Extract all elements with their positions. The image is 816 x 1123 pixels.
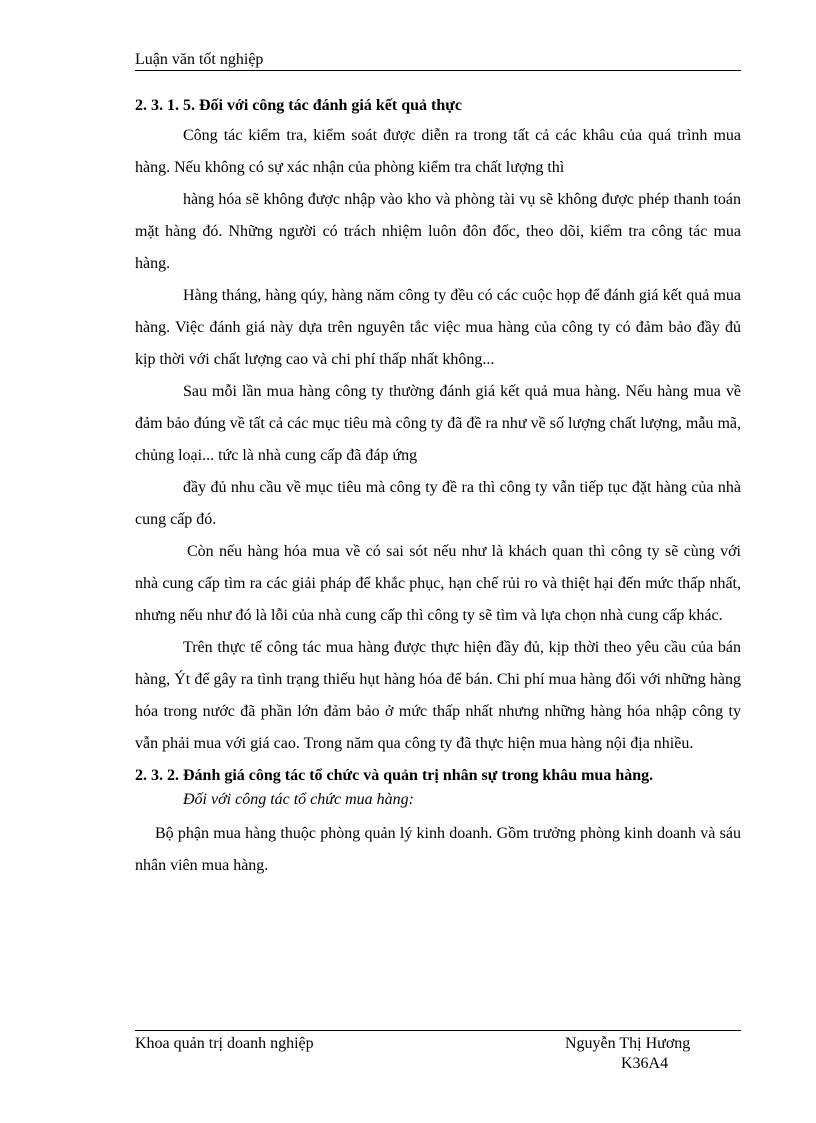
section-heading-2-3-2: 2. 3. 2. Đánh giá công tác tổ chức và quản trị nhân sự trong khâu mua hàng. — [135, 767, 654, 784]
paragraph: hàng hóa sẽ không được nhập vào kho và phòng tài vụ sẽ không được phép thanh toán mặt hàng đó. Những người có trách nhiệm luôn đôn đốc, theo dõi, kiểm tra công tác mua hàng. — [135, 191, 741, 272]
paragraph: đầy đủ nhu cầu về mục tiêu mà công ty đề ra thì công ty vẫn tiếp tục đặt hàng của nhà cung cấp đó. — [135, 479, 741, 528]
header-rule — [135, 70, 741, 71]
paragraph: Còn nếu hàng hóa mua về có sai sót nếu như là khách quan thì công ty sẽ cùng với nhà cung cấp tìm ra các giải pháp để khắc phục, hạn chế rủi ro và thiệt hại đến mức thấp nhất, nhưng nếu như đó là lỗi của nhà cung cấp thì công ty sẽ tìm và lựa chọn nhà cung cấp khác. — [135, 543, 741, 624]
section-heading-2-3-1-5: 2. 3. 1. 5. Đối với công tác đánh giá kết quả thực — [135, 97, 462, 114]
paragraph: Sau mỗi lần mua hàng công ty thường đánh giá kết quả mua hàng. Nếu hàng mua về đảm bảo đúng về tất cả các mục tiêu mà công ty đã đề ra như về số lượng chất lượng, mẫu mã, chủng loại... tức là nhà cung cấp đã đáp ứng — [135, 383, 741, 464]
footer-class-code: K36A4 — [621, 1055, 669, 1072]
footer-author-block — [565, 1034, 690, 1074]
paragraph: Trên thực tế công tác mua hàng được thực hiện đầy đủ, kịp thời theo yêu cầu của bán hàng, Ýt để gây ra tình trạng thiếu hụt hàng hóa để bán. Chi phí mua hàng đối với những hàng hóa trong nước đã phần lớn đảm bảo ở mức thấp nhất nhưng những hàng hóa nhập công ty vẫn phải mua với giá cao. Trong năm qua công ty đã thực hiện mua hàng nội địa nhiều. — [135, 639, 741, 752]
footer-author: Nguyễn Thị Hương — [565, 1035, 691, 1052]
document-body — [135, 96, 741, 882]
footer-department: Khoa quản trị doanh nghiệp — [135, 1035, 314, 1052]
footer-rule — [135, 1030, 741, 1031]
paragraph: Công tác kiểm tra, kiểm soát được diễn ra trong tất cả các khâu của quá trình mua hàng. Nếu không có sự xác nhận của phòng kiểm tra chất lượng thì — [135, 127, 741, 176]
running-header: Luận văn tốt nghiệp — [135, 51, 264, 68]
paragraph: Hàng tháng, hàng qúy, hàng năm công ty đều có các cuộc họp để đánh giá kết quả mua hàng. Việc đánh giá này dựa trên nguyên tắc việc mua hàng của công ty có đảm bảo đầy đủ kịp thời với chất lượng cao và chi phí thấp nhất không... — [135, 287, 741, 368]
subsection-label: Đối với công tác tổ chức mua hàng: — [183, 791, 414, 808]
paragraph: Bộ phận mua hàng thuộc phòng quản lý kinh doanh. Gồm trưởng phòng kinh doanh và sáu nhân viên mua hàng. — [135, 825, 741, 874]
